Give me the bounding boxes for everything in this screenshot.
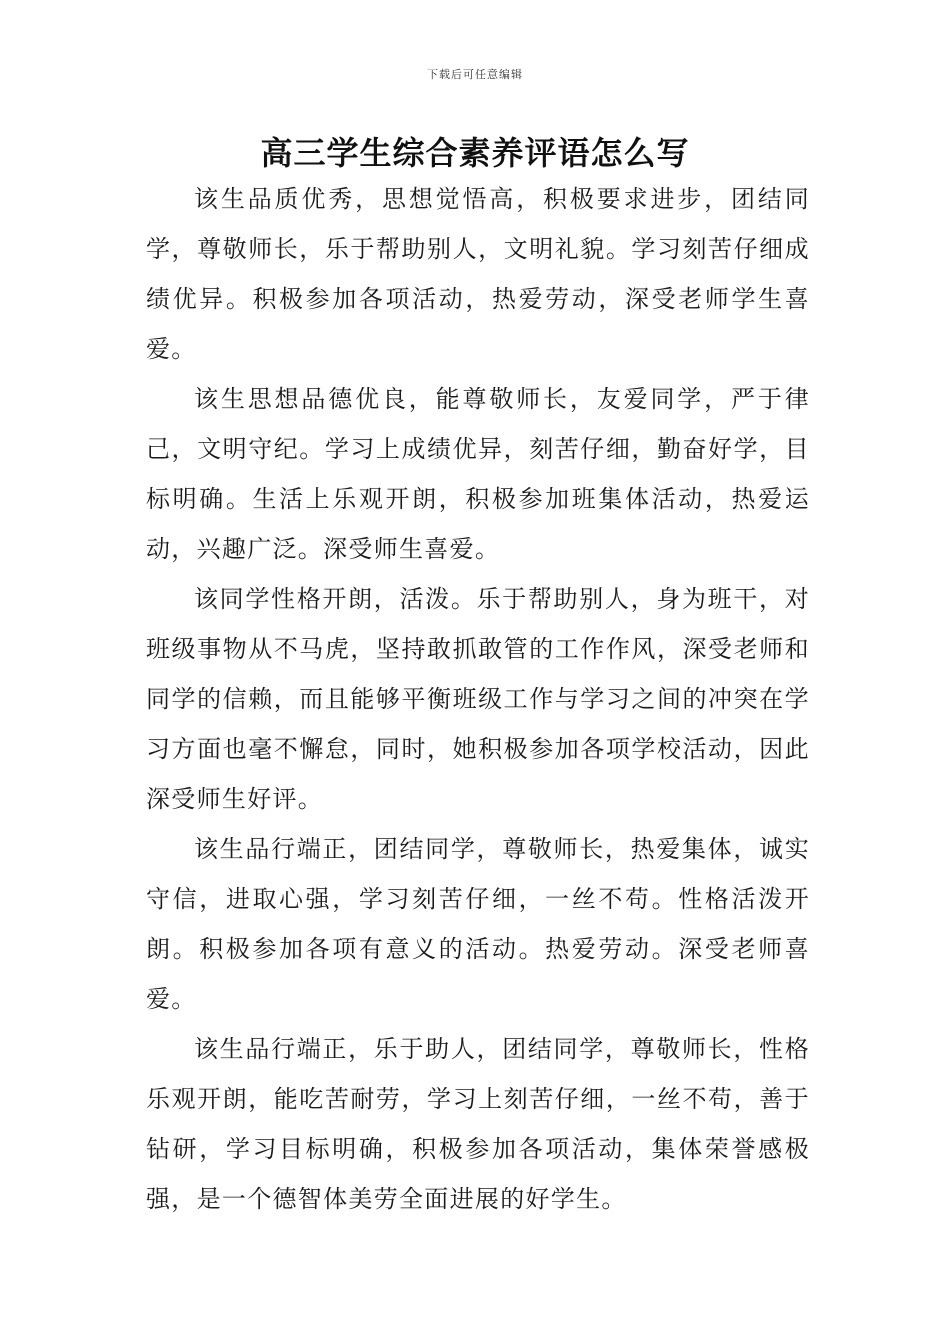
paragraph-5: 该生品行端正，乐于助人，团结同学，尊敬师长，性格乐观开朗，能吃苦耐劳，学习上刻苦仔细，一丝不苟，善于钻研，学习目标明确，积极参加各项活动，集体荣誉感极强，是一个德智体美劳全面进展的好学生。 xyxy=(146,1035,810,1213)
header-note: 下载后可任意编辑 xyxy=(427,68,523,81)
document-title: 高三学生综合素养评语怎么写 xyxy=(260,134,690,172)
document-body xyxy=(146,174,810,1224)
paragraph-2: 该生思想品德优良，能尊敬师长，友爱同学，严于律己，文明守纪。学习上成绩优异，刻苦仔细，勤奋好学，目标明确。生活上乐观开朗，积极参加班集体活动，热爱运动，兴趣广泛。深受师生喜爱。 xyxy=(146,385,810,563)
paragraph-4: 该生品行端正，团结同学，尊敬师长，热爱集体，诚实守信，进取心强，学习刻苦仔细，一丝不苟。性格活泼开朗。积极参加各项有意义的活动。热爱劳动。深受老师喜爱。 xyxy=(146,835,810,1013)
paragraph-1: 该生品质优秀，思想觉悟高，积极要求进步，团结同学，尊敬师长，乐于帮助别人，文明礼貌。学习刻苦仔细成绩优异。积极参加各项活动，热爱劳动，深受老师学生喜爱。 xyxy=(146,185,810,363)
paragraph-3: 该同学性格开朗，活泼。乐于帮助别人，身为班干，对班级事物从不马虎，坚持敢抓敢管的工作作风，深受老师和同学的信赖，而且能够平衡班级工作与学习之间的冲突在学习方面也毫不懈怠，同时，她积极参加各项学校活动，因此深受师生好评。 xyxy=(146,585,810,813)
